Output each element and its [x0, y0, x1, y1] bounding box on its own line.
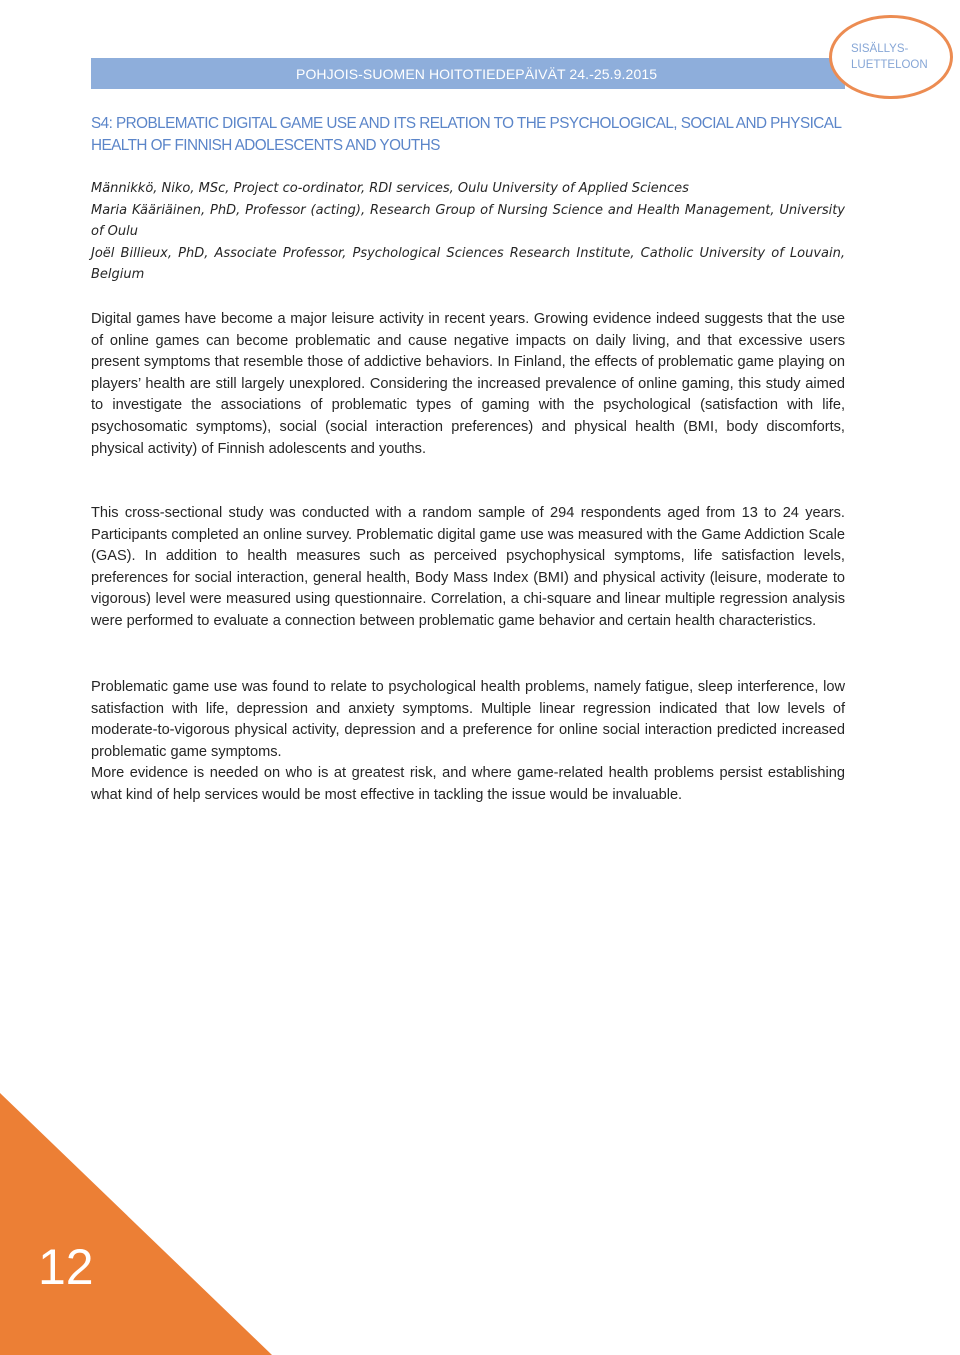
header-title: POHJOIS-SUOMEN HOITOTIEDEPÄIVÄT 24.-25.9.2015 [296, 66, 658, 82]
abstract-background [91, 309, 845, 460]
body-paragraph: More evidence is needed on who is at greatest risk, and where game-related health problems persist establishing what kind of help services would be most effective in tackling the issue would be invaluable. [91, 765, 845, 803]
author-entry: Maria Kääriäinen, PhD, Professor (acting), Research Group of Nursing Science and Health Management, University of Oulu [91, 202, 845, 239]
body-paragraph: Digital games have become a major leisure activity in recent years. Growing evidence indeed suggests that the use of online games can become problematic and cause negative impacts on daily living, and that excessive users present symptoms that resemble those of addictive behaviors. In Finland, the effects of problematic game playing on players’ health are still largely unexplored. Considering the increased prevalence of online gaming, this study aimed to investigate the associations of problematic types of gaming with the psychological (satisfaction with life, psychosomatic symptoms), social (social interaction preferences) and physical health (BMI, body discomforts, physical activity) of Finnish adolescents and youths. [91, 311, 845, 457]
body-paragraph: This cross-sectional study was conducted with a random sample of 294 respondents aged from 13 to 24 years. Participants completed an online survey. Problematic digital game use was measured with the Game Addiction Scale (GAS). In addition to health measures such as perceived psychophysical symptoms, life satisfaction levels, preferences for social interaction, general health, Body Mass Index (BMI) and physical activity (leisure, moderate to vigorous) level were measured using questionnaire. Correlation, a chi-square and linear multiple regression analysis were performed to evaluate a connection between problematic game behavior and certain health characteristics. [91, 505, 845, 629]
author-entry: Männikkö, Niko, MSc, Project co-ordinator, RDI services, Oulu University of Applied Sciences [91, 181, 689, 196]
author-list [91, 178, 845, 286]
table-of-contents-link[interactable] [829, 15, 953, 99]
page-number: 12 [38, 1239, 94, 1295]
toc-link-line-2: LUETTELOON [851, 59, 928, 71]
article-title: S4: PROBLEMATIC DIGITAL GAME USE AND ITS RELATION TO THE PSYCHOLOGICAL, SOCIAL AND PHYSICAL HEALTH OF FINNISH ADOLESCENTS AND YOUTHS [91, 115, 841, 154]
body-paragraph: Problematic game use was found to relate to psychological health problems, namely fatigue, sleep interference, low satisfaction with life, depression and anxiety symptoms. Multiple linear regression indicated that low levels of moderate-to-vigorous physical activity, depression and a preference for online social interaction predicted increased problematic game symptoms. [91, 679, 845, 760]
abstract-methods [91, 503, 845, 633]
abstract-results [91, 677, 845, 807]
author-entry: Joël Billieux, PhD, Associate Professor, Psychological Sciences Research Institute, Catholic University of Louvain, Belgium [91, 245, 845, 282]
toc-link-line-1: SISÄLLYS- [851, 43, 909, 55]
page-corner-triangle [0, 1093, 272, 1355]
header-bar [91, 58, 845, 89]
